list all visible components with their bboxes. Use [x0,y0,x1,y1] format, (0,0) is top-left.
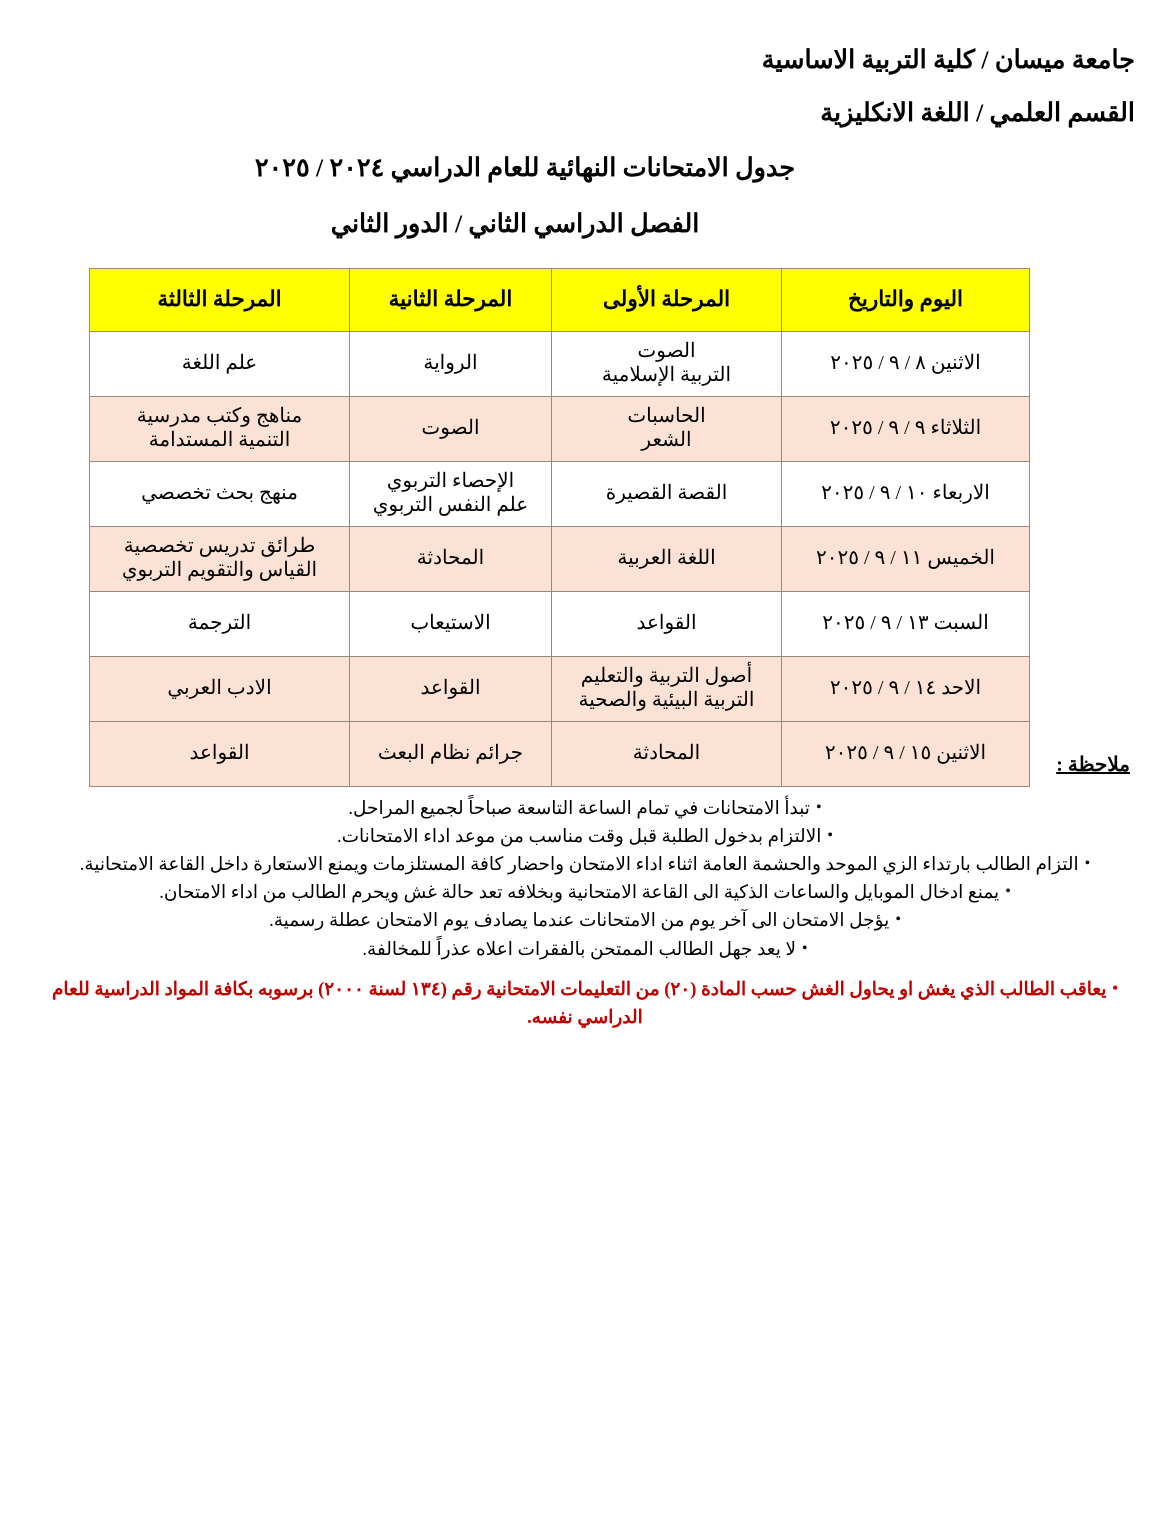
cell-line: الادب العربي [167,677,272,700]
bullet-icon: • [815,799,822,816]
cell-line: التنمية المستدامة [148,429,291,451]
cell-line: منهج بحث تخصصي [141,482,298,505]
cell-stage1 [552,332,782,397]
bullet-icon: • [1005,883,1011,901]
cell-line: الاثنين ١٥ / ٩ / ٢٠٢٥ [824,742,987,765]
note-text: الالتزام بدخول الطلبة قبل وقت مناسب من موعد اداء الامتحانات. [336,827,822,848]
cell-stage3 [90,592,350,657]
cell-line: الرواية [423,352,478,375]
note-item [0,795,1170,823]
column-header-stage2: المرحلة الثانية [350,269,552,332]
cell-stage2 [350,462,552,527]
cell-stage1 [552,397,782,462]
cell-line: القواعد [420,677,481,700]
table-row [90,657,1030,722]
cell-line: الصوت [637,340,696,363]
cell-line: التربية الإسلامية [601,364,732,386]
exam-table-container [121,268,1030,787]
cell-line: الاربعاء ١٠ / ٩ / ٢٠٢٥ [821,482,990,505]
cell-line: الإحصاء التربوي [386,470,515,493]
cell-stage1 [552,527,782,592]
note-item [0,823,1170,851]
note-text: تبدأ الامتحانات في تمام الساعة التاسعة صباحاً لجميع المراحل. [348,799,810,819]
cell-stage2 [350,657,552,722]
table-header [90,269,1030,332]
cell-date [782,592,1030,657]
table-row [90,397,1030,462]
table-row [90,462,1030,527]
cell-line: السبت ١٣ / ٩ / ٢٠٢٥ [822,612,989,635]
cell-line: الترجمة [187,612,252,635]
cell-line: اللغة العربية [617,547,716,570]
column-header-stage3: المرحلة الثالثة [90,269,350,332]
cell-line: القواعد [636,612,697,635]
table-header-row [90,269,1030,332]
note-item [0,851,1170,879]
bullet-icon: • [827,827,833,845]
cell-stage2 [350,332,552,397]
note-text: يمنع ادخال الموبايل والساعات الذكية الى القاعة الامتحانية وبخلافه تعد حالة غش ويحرم الطالب من اداء الامتحان. [159,883,1000,904]
cell-stage3 [90,332,350,397]
cell-line: القواعد [189,742,250,765]
note-text: لا يعد جهل الطالب الممتحن بالفقرات اعلاه عذراً للمخالفة. [362,939,797,960]
cell-line: علم اللغة [181,352,258,375]
department-title: القسم العلمي / اللغة الانكليزية [820,98,1135,128]
table-row [90,332,1030,397]
cell-stage1 [552,657,782,722]
exam-schedule-table [89,268,1030,787]
bullet-icon: • [895,911,901,929]
cell-date [782,462,1030,527]
cell-line: أصول التربية والتعليم [580,665,753,688]
cell-line: الثلاثاء ٩ / ٩ / ٢٠٢٥ [829,417,982,440]
table-row [90,592,1030,657]
term-subtitle: الفصل الدراسي الثاني / الدور الثاني [330,209,700,239]
cell-stage2 [350,592,552,657]
cell-line: الحاسبات [627,405,706,428]
cell-stage2 [350,527,552,592]
cell-line: الاحد ١٤ / ٩ / ٢٠٢٥ [829,677,982,700]
note-item-warning [0,976,1170,1032]
cell-stage2 [350,397,552,462]
note-text: يؤجل الامتحان الى آخر يوم من الامتحانات عندما يصادف يوم الامتحان عطلة رسمية. [269,911,890,932]
cell-line: مناهج وكتب مدرسية [136,405,303,428]
table-row [90,527,1030,592]
bullet-icon: • [802,939,808,957]
cell-line: المحادثة [632,742,701,765]
schedule-title: جدول الامتحانات النهائية للعام الدراسي ٢٠٢٤ / ٢٠٢٥ [254,153,796,183]
cell-date [782,527,1030,592]
note-item [0,879,1170,907]
note-item [0,936,1170,964]
cell-stage3 [90,397,350,462]
cell-line: القياس والتقويم التربوي [121,559,318,581]
cell-line: الشعر [641,429,692,451]
cell-line: المحادثة [416,547,485,570]
cell-line: الاثنين ٨ / ٩ / ٢٠٢٥ [830,352,981,375]
notes-section [0,752,1170,1032]
note-item [0,907,1170,935]
cell-line: التربية البيئية والصحية [578,689,755,711]
cell-stage3 [90,657,350,722]
cell-date [782,657,1030,722]
cell-line: الاستيعاب [410,612,491,635]
cell-line: جرائم نظام البعث [377,742,524,765]
column-header-date: اليوم والتاريخ [782,269,1030,332]
document-header [0,0,1170,239]
bullet-icon: • [1112,979,1119,997]
cell-stage1 [552,592,782,657]
university-title: جامعة ميسان / كلية التربية الاساسية [761,45,1135,74]
cell-line: الصوت [421,417,480,440]
note-text: التزام الطالب بارتداء الزي الموحد والحشمة العامة اثناء اداء الامتحان واحضار كافة المستلزمات ويمنع الاستعارة داخل القاعة الامتحانية. [79,855,1079,876]
cell-stage3 [90,527,350,592]
cell-date [782,397,1030,462]
cell-date [782,332,1030,397]
cell-stage3 [90,462,350,527]
cell-line: القصة القصيرة [605,482,728,505]
notes-list [0,795,1170,1032]
bullet-icon: • [1084,855,1091,873]
cell-line: علم النفس التربوي [372,494,529,516]
table-body [90,332,1030,787]
cell-stage1 [552,462,782,527]
cell-line: طرائق تدريس تخصصية [123,535,316,558]
notes-title: ملاحظة : [1056,754,1130,776]
cell-line: الخميس ١١ / ٩ / ٢٠٢٥ [816,547,995,570]
note-text: يعاقب الطالب الذي يغش او يحاول الغش حسب المادة (٢٠) من التعليمات الامتحانية رقم (١٣٤ لسنة ٢٠٠٠) برسوبه بكافة المواد الدراسية للعام الدراسي نفسه. [51,979,1107,1028]
column-header-stage1: المرحلة الأولى [552,269,782,332]
